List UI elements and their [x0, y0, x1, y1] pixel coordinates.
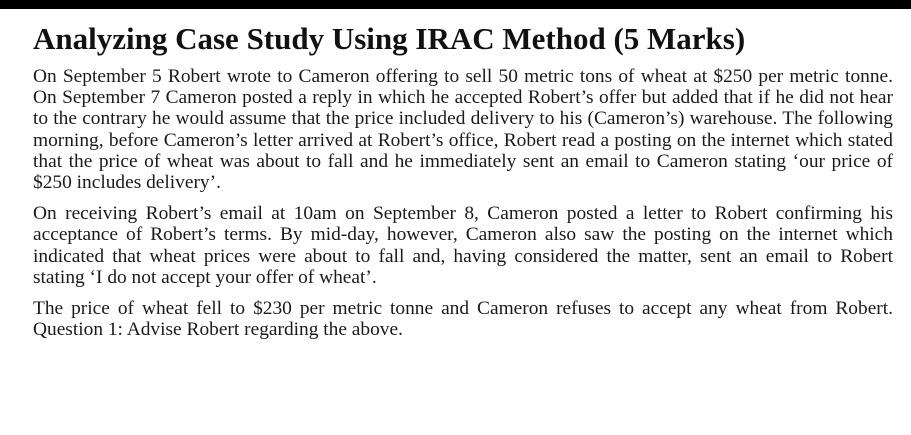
document-title: Analyzing Case Study Using IRAC Method (5 Marks)	[33, 21, 746, 56]
top-bar	[0, 0, 911, 9]
paragraph-1: On September 5 Robert wrote to Cameron offering to sell 50 metric tons of wheat at $250 per metric tonne. On September 7 Cameron posted a reply in which he accepted Robert’s offer but added that if he did not hear to the contrary he would assume that the price included delivery to his (Cameron’s) warehouse. The following morning, before Cameron’s letter arrived at Robert’s office, Robert read a posting on the internet which stated that the price of wheat was about to fall and he immediately sent an email to Cameron stating ‘our price of $250 includes delivery’.	[33, 66, 893, 194]
document-body	[33, 19, 893, 350]
paragraph-2: On receiving Robert’s email at 10am on September 8, Cameron posted a letter to Robert confirming his acceptance of Robert’s terms. By mid-day, however, Cameron also saw the posting on the internet which indicated that wheat prices were about to fall and, having considered the matter, sent an email to Robert stating ‘I do not accept your offer of wheat’.	[33, 203, 893, 288]
paragraph-3: The price of wheat fell to $230 per metric tonne and Cameron refuses to accept any wheat from Robert. Question 1: Advise Robert regarding the above.	[33, 298, 893, 341]
